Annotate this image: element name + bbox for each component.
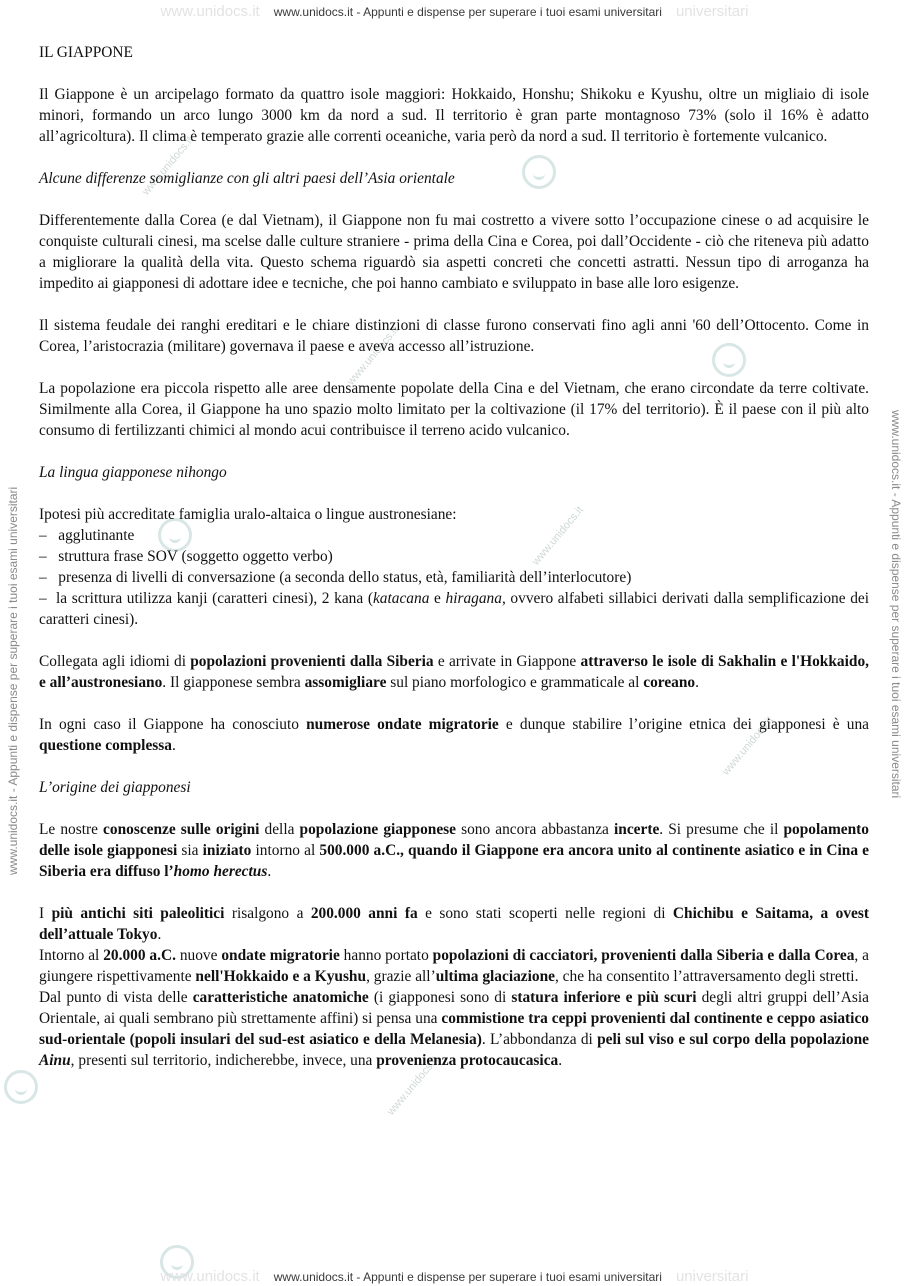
text-run: e dunque stabilire l’origine etnica dei giapponesi è una <box>498 716 869 733</box>
text-run: . <box>695 674 699 691</box>
diagonal-watermark: www.unidocs.it <box>345 324 401 388</box>
text-run: Collegata agli idiomi di <box>39 653 191 670</box>
list-dash: – <box>39 569 47 586</box>
bold-run: numerose ondate migratorie <box>306 716 499 733</box>
bold-run: popolazione giapponese <box>299 821 457 838</box>
list-item-text: , ovvero alfabeti sillabici derivati dalla semplificazione dei caratteri cinesi). <box>39 590 870 628</box>
text-run: nuove <box>175 947 222 964</box>
text-run: risalgono a <box>224 905 311 922</box>
text-run: I <box>39 905 52 922</box>
bold-run: statura inferiore e più scuri <box>511 989 697 1006</box>
left-side-watermark: www.unidocs.it - Appunti e dispense per superare i tuoi esami universitari <box>6 486 20 875</box>
text-run: . L’abbondanza di <box>481 1031 598 1048</box>
text-run: , che ha consentito l’attraversamento degli stretti. <box>554 968 859 985</box>
bold-run: caratteristiche anatomiche <box>192 989 369 1006</box>
text-run: sia <box>177 842 203 859</box>
diagonal-watermark: www.unidocs.it <box>385 1054 441 1118</box>
bold-run: assomigliare <box>304 674 387 691</box>
text-run: della <box>259 821 300 838</box>
text-run: . <box>171 737 176 754</box>
list-item <box>39 546 869 567</box>
diagonal-watermark: www.unidocs.it <box>140 134 196 198</box>
list-item <box>39 567 869 588</box>
document-title: IL GIAPPONE <box>39 44 133 61</box>
bold-run: iniziato <box>202 842 252 859</box>
section-heading-origins: L’origine dei giapponesi <box>39 779 191 796</box>
header-watermark-banner <box>0 3 909 20</box>
text-run: . <box>157 926 162 943</box>
list-intro: Ipotesi più accreditate famiglia uralo-altaica o lingue austronesiane: <box>39 506 457 523</box>
text-run: , a giungere rispettivamente <box>39 947 869 985</box>
text-run: . Si presume che il <box>659 821 784 838</box>
footer-banner-text: www.unidocs.it - Appunti e dispense per superare i tuoi esami universitari <box>273 1270 662 1284</box>
paragraph-hunters <box>39 945 869 987</box>
list-item <box>39 525 869 546</box>
list-item <box>39 588 869 630</box>
list-item-text: e <box>429 590 446 607</box>
header-ghost-right: universitari <box>675 3 749 20</box>
section-heading-language: La lingua giapponese nihongo <box>39 464 227 481</box>
text-run: sono ancora abbastanza <box>456 821 614 838</box>
bold-run: ultima glaciazione <box>435 968 555 985</box>
text-run: degli altri gruppi dell’Asia Orientale, ai quali sembrano più strettamente affini) si pensa una <box>39 989 870 1027</box>
bold-run: 500.000 a.C., quando il Giappone era ancora unito al continente asiatico e in Cina e Siberia era diffuso l’ <box>39 842 869 880</box>
footer-watermark-banner <box>0 1268 909 1285</box>
section-heading-differences: Alcune differenze somiglianze con gli altri paesi dell’Asia orientale <box>39 170 455 187</box>
paragraph-anatomy <box>39 987 869 1071</box>
bold-run: incerte <box>613 821 660 838</box>
bold-run: popolamento delle isole giapponesi <box>39 821 869 859</box>
list-dash: – <box>39 527 47 544</box>
bold-run: 20.000 a.C. <box>103 947 176 964</box>
bold-run: attraverso le isole di Sakhalin e l'Hokkaido, e all’austronesiano <box>39 653 869 691</box>
bold-run: nell'Hokkaido e a Kyushu <box>195 968 367 985</box>
bold-run: popolazioni di cacciatori, provenienti dalla Siberia e dalla Corea <box>432 947 855 964</box>
list-dash: – <box>39 548 47 565</box>
text-run: e sono stati scoperti nelle regioni di <box>417 905 673 922</box>
list-item-text: agglutinante <box>58 527 135 544</box>
paragraph-geography: Il Giappone è un arcipelago formato da quattro isole maggiori: Hokkaido, Honshu; Shikoku e Kyushu, oltre un migliaio di isole minori, formando un arco lungo 3000 km da nord a sud. Il territorio è gran parte montagnoso 73% (solo il 16% è adatto all’agricoltura). Il clima è temperato grazie alle correnti oceaniche, varia però da nord a sud. Il territorio è fortemente vulcanico. <box>39 86 869 145</box>
text-run: , presenti sul territorio, indicherebbe, invece, una <box>70 1052 377 1069</box>
term-hiragana: hiragana <box>445 590 502 607</box>
bold-run: provenienza protocaucasica <box>376 1052 559 1069</box>
paragraph-language-origin <box>39 651 869 693</box>
list-item-text: presenza di livelli di conversazione (a seconda dello status, età, familiarità dell’interlocutore) <box>58 569 632 586</box>
paragraph-origins <box>39 819 869 882</box>
bold-run: Chichibu e Saitama, a ovest dell’attuale Tokyo <box>39 905 869 943</box>
header-banner-text: www.unidocs.it - Appunti e dispense per superare i tuoi esami universitari <box>273 5 662 19</box>
right-side-watermark: www.unidocs.it - Appunti e dispense per superare i tuoi esami universitari <box>889 410 903 799</box>
list-item-text: struttura frase SOV (soggetto oggetto verbo) <box>58 548 333 565</box>
text-run: intorno al <box>251 842 320 859</box>
bold-run: questione complessa <box>39 737 172 754</box>
text-run: Dal punto di vista delle <box>39 989 193 1006</box>
list-item-text: la scrittura utilizza kanji (caratteri cinesi), 2 kana ( <box>55 590 373 607</box>
bold-run: coreano <box>643 674 696 691</box>
bold-italic-run: Ainu <box>39 1052 71 1069</box>
bold-run: più antichi siti paleolitici <box>51 905 225 922</box>
text-run: hanno portato <box>339 947 433 964</box>
text-run: (i giapponesi sono di <box>368 989 512 1006</box>
bold-run: conoscenze sulle origini <box>103 821 260 838</box>
language-list <box>39 504 869 630</box>
list-dash: – <box>39 590 47 607</box>
paragraph-feudal-system: Il sistema feudale dei ranghi ereditari e le chiare distinzioni di classe furono conservati fino agli anni '60 dell’Ottocento. Come in Corea, l’aristocrazia (militare) governava il paese e aveva accesso all’istruzione. <box>39 317 869 355</box>
text-run: e arrivate in Giappone <box>433 653 581 670</box>
text-run: In ogni caso il Giappone ha conosciuto <box>39 716 307 733</box>
document-body <box>39 42 869 1071</box>
paragraph-culture: Differentemente dalla Corea (e dal Vietnam), il Giappone non fu mai costretto a vivere sotto l’occupazione cinese o ad acquisire le conquiste culturali cinesi, ma scelse dalle culture straniere - prima della Cina e Corea, poi dall’Occidente - ciò che riteneva più adatto a migliorare la qualità della vita. Questo schema riguardò sia aspetti concreti che concetti astratti. Nessun tipo di arroganza ha impedito ai giapponesi di adottare idee e tecniche, che poi hanno cambiato e sviluppato in base alle loro esigenze. <box>39 212 869 292</box>
footer-ghost-right: universitari <box>675 1268 749 1285</box>
bold-run: peli sul viso e sul corpo della popolazione <box>597 1031 869 1048</box>
bold-run: 200.000 anni fa <box>310 905 418 922</box>
term-katacana: katacana <box>372 590 430 607</box>
text-run: Le nostre <box>39 821 104 838</box>
text-run: Intorno al <box>39 947 104 964</box>
footer-ghost-left: www.unidocs.it <box>160 1268 260 1285</box>
bold-run: popolazioni provenienti dalla Siberia <box>190 653 434 670</box>
bold-italic-run: homo herectus <box>173 863 268 880</box>
diagonal-watermark: www.unidocs.it <box>720 714 776 778</box>
paragraph-population: La popolazione era piccola rispetto alle aree densamente popolate della Cina e del Vietnam, che erano circondate da terre coltivate. Similmente alla Corea, il Giappone ha uno spazio molto limitato per la coltivazione (il 17% del territorio). È il paese con il più alto consumo di fertilizzanti chimici al mondo acui contribuisce il terreno acido vulcanico. <box>39 380 869 439</box>
paragraph-paleolithic <box>39 903 869 945</box>
header-ghost-left: www.unidocs.it <box>160 3 260 20</box>
text-run: sul piano morfologico e grammaticale al <box>386 674 644 691</box>
text-run: . <box>558 1052 563 1069</box>
text-run: , grazie all’ <box>366 968 436 985</box>
diagonal-watermark: www.unidocs.it <box>530 504 586 568</box>
paragraph-migrations <box>39 714 869 756</box>
bold-run: commistione tra ceppi provenienti dal continente e ceppo asiatico sud-orientale (popoli insulari del sud-est asiatico e della Melanesia) <box>39 1010 869 1048</box>
watermark-logo-icon <box>4 1070 38 1104</box>
text-run: . Il giapponese sembra <box>162 674 305 691</box>
text-run: . <box>267 863 272 880</box>
bold-run: ondate migratorie <box>221 947 340 964</box>
